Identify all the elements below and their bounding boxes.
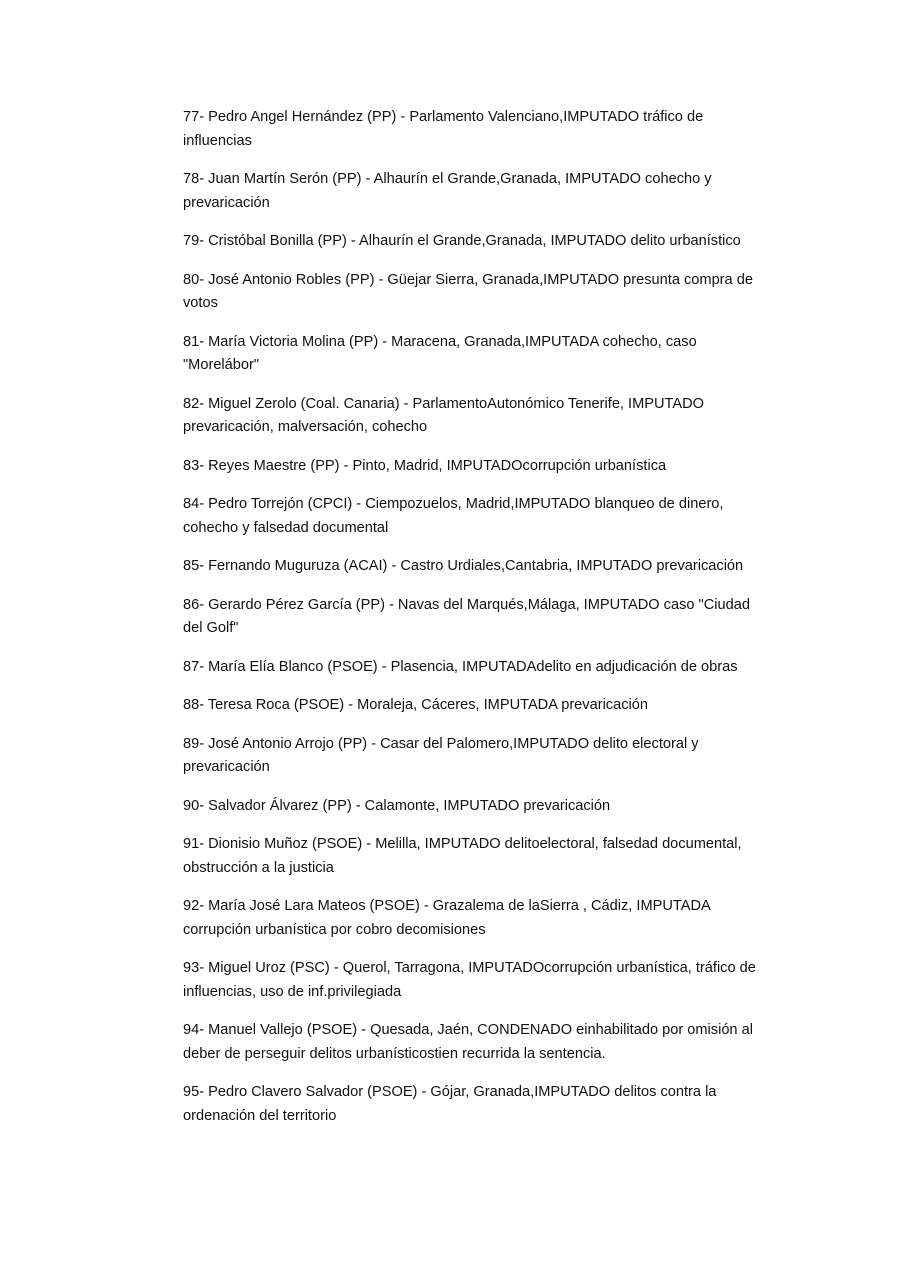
list-item: 81- María Victoria Molina (PP) - Maracena, Granada,IMPUTADA cohecho, caso "Morelábor": [183, 333, 697, 373]
list-item: 87- María Elía Blanco (PSOE) - Plasencia, IMPUTADAdelito en adjudicación de obras: [183, 658, 738, 675]
list-item: 91- Dionisio Muñoz (PSOE) - Melilla, IMPUTADO delitoelectoral, falsedad documental, obstrucción a la justicia: [183, 836, 742, 876]
list-item: 94- Manuel Vallejo (PSOE) - Quesada, Jaén, CONDENADO einhabilitado por omisión al deber de perseguir delitos urbanísticostien recurrida la sentencia.: [183, 1022, 753, 1062]
list-item: 93- Miguel Uroz (PSC) - Querol, Tarragona, IMPUTADOcorrupción urbanística, tráfico de influencias, uso de inf.privilegiada: [183, 960, 756, 1000]
list-item: 77- Pedro Angel Hernández (PP) - Parlamento Valenciano,IMPUTADO tráfico de influencias: [183, 109, 704, 149]
list-item: 86- Gerardo Pérez García (PP) - Navas del Marqués,Málaga, IMPUTADO caso "Ciudad del Golf": [183, 596, 750, 636]
list-item: 83- Reyes Maestre (PP) - Pinto, Madrid, IMPUTADOcorrupción urbanística: [183, 457, 667, 474]
list-item: 95- Pedro Clavero Salvador (PSOE) - Gójar, Granada,IMPUTADO delitos contra la ordenación del territorio: [183, 1084, 717, 1124]
list-item: 88- Teresa Roca (PSOE) - Moraleja, Cáceres, IMPUTADA prevaricación: [183, 697, 648, 713]
list-item: 89- José Antonio Arrojo (PP) - Casar del Palomero,IMPUTADO delito electoral y prevaricación: [183, 735, 699, 775]
list-item: 92- María José Lara Mateos (PSOE) - Grazalema de laSierra , Cádiz, IMPUTADA corrupción urbanística por cobro decomisiones: [183, 898, 710, 938]
list-item: 85- Fernando Muguruza (ACAI) - Castro Urdiales,Cantabria, IMPUTADO prevaricación: [183, 558, 744, 574]
entry-list: [183, 106, 773, 1143]
list-item: 90- Salvador Álvarez (PP) - Calamonte, IMPUTADO prevaricación: [183, 797, 611, 814]
list-item: 80- José Antonio Robles (PP) - Güejar Sierra, Granada,IMPUTADO presunta compra de votos: [183, 271, 753, 311]
list-item: 78- Juan Martín Serón (PP) - Alhaurín el Grande,Granada, IMPUTADO cohecho y prevaricación: [183, 171, 712, 211]
list-item: 82- Miguel Zerolo (Coal. Canaria) - ParlamentoAutonómico Tenerife, IMPUTADO prevaricación, malversación, cohecho: [183, 395, 704, 435]
list-item: 79- Cristóbal Bonilla (PP) - Alhaurín el Grande,Granada, IMPUTADO delito urbanístico: [183, 233, 741, 249]
list-item: 84- Pedro Torrejón (CPCI) - Ciempozuelos, Madrid,IMPUTADO blanqueo de dinero, cohecho y falsedad documental: [183, 496, 724, 536]
